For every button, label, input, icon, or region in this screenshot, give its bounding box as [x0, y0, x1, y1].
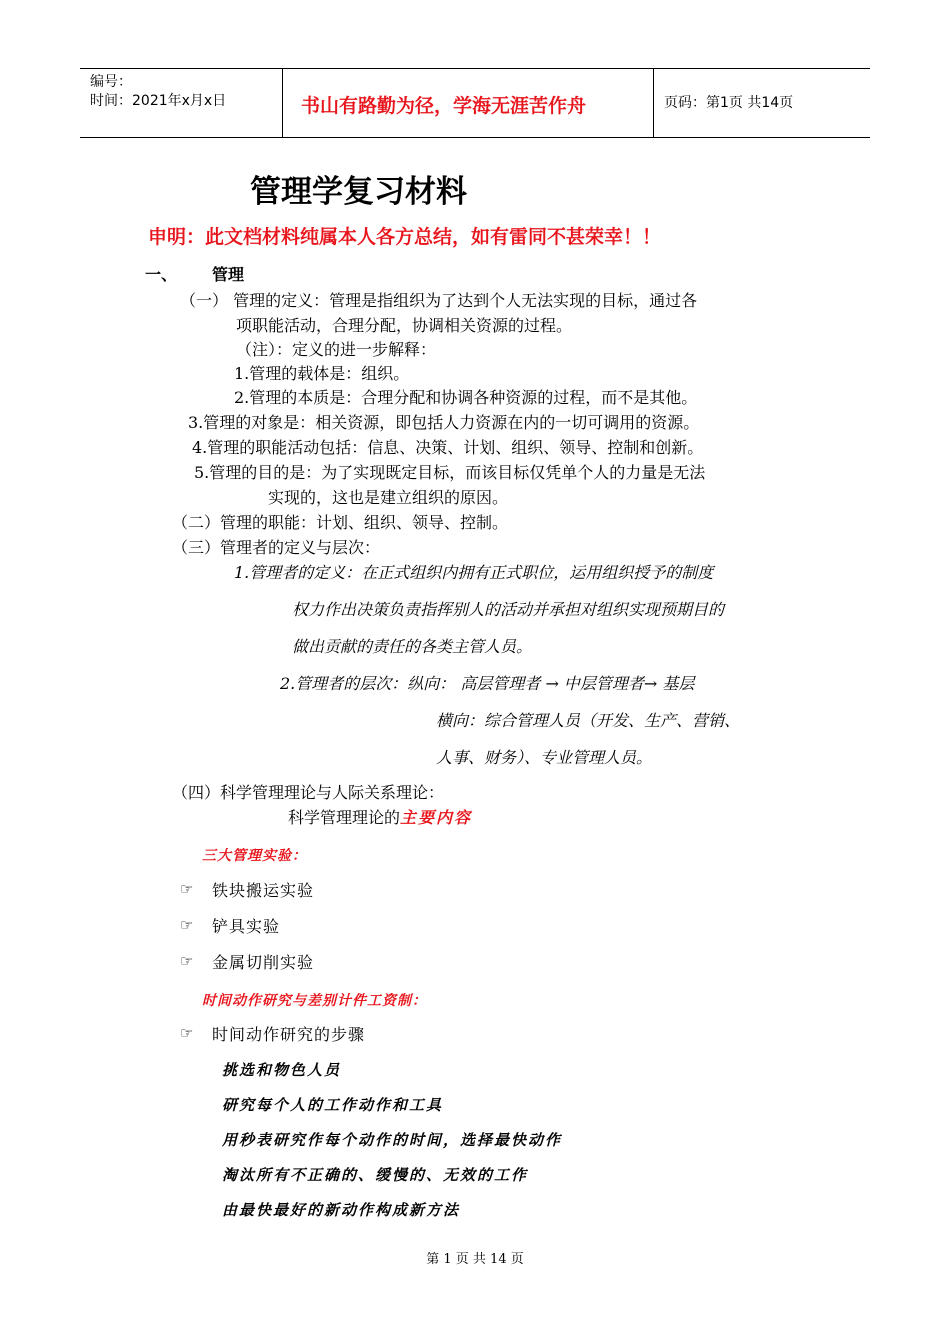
manager-levels-line-2: 横向：综合管理人员（开发、生产、营销、	[436, 711, 741, 730]
step-item: 由最快最好的新动作构成新方法	[222, 1201, 461, 1219]
experiment-item: 铁块搬运实验	[212, 881, 315, 900]
step-item: 淘汰所有不正确的、缓慢的、无效的工作	[222, 1166, 529, 1184]
header-page-cell	[654, 69, 870, 137]
header-meta-cell	[80, 69, 281, 137]
theory-main-line	[288, 805, 472, 828]
header-motto-cell	[282, 69, 654, 137]
pointing-hand-icon: ☞	[180, 1024, 194, 1042]
note-item-1: 1.管理的载体是：组织。	[234, 364, 410, 383]
pointing-hand-icon: ☞	[180, 916, 194, 934]
theory-heading: （四）科学管理理论与人际关系理论：	[172, 783, 445, 802]
note-item-3: 3.管理的对象是：相关资源，即包括人力资源在内的一切可调用的资源。	[188, 413, 700, 432]
pointing-hand-icon: ☞	[180, 880, 194, 898]
manager-heading: （三）管理者的定义与层次：	[172, 538, 381, 557]
manager-definition-line-2: 权力作出决策负责指挥别人的活动并承担对组织实现预期目的	[292, 600, 725, 619]
step-item: 挑选和物色人员	[222, 1061, 342, 1079]
motto: 书山有路勤为径，学海无涯苦作舟	[301, 95, 587, 117]
experiment-item: 金属切削实验	[212, 953, 315, 972]
page-footer: 第 1 页 共 14 页	[426, 1252, 524, 1267]
manager-definition-line-3: 做出贡献的责任的各类主管人员。	[292, 637, 533, 656]
experiment-item: 铲具实验	[212, 917, 281, 936]
header-table	[80, 68, 870, 138]
document-title: 管理学复习材料	[250, 174, 467, 210]
manager-levels-line-3: 人事、财务）、专业管理人员。	[436, 748, 653, 767]
pointing-hand-icon: ☞	[180, 952, 194, 970]
section-heading: 管理	[212, 265, 245, 284]
definition-line-1: （一） 管理的定义：管理是指组织为了达到个人无法实现的目标，通过各	[180, 291, 698, 310]
step-item: 研究每个人的工作动作和工具	[222, 1096, 444, 1114]
step-item: 用秒表研究作每个动作的时间，选择最快动作	[222, 1131, 563, 1149]
note-item-5-line-1: 5.管理的目的是：为了实现既定目标，而该目标仅凭单个人的力量是无法	[194, 463, 706, 482]
number-label: 编号：	[90, 74, 132, 90]
page-code: 页码：第1页 共14页	[664, 95, 794, 111]
note-item-4: 4.管理的职能活动包括：信息、决策、计划、组织、领导、控制和创新。	[192, 438, 704, 457]
experiments-heading: 三大管理实验：	[202, 848, 307, 864]
definition-line-2: 项职能活动，合理分配，协调相关资源的过程。	[236, 316, 573, 335]
time-study-heading: 时间动作研究与差别计件工资制：	[202, 993, 427, 1009]
statement: 申明：此文档材料纯属本人各方总结，如有雷同不甚荣幸！！	[148, 226, 662, 248]
manager-levels-line-1: 2.管理者的层次：纵向： 高层管理者 → 中层管理者→ 基层	[280, 674, 695, 693]
note-item-2: 2.管理的本质是：合理分配和协调各种资源的过程，而不是其他。	[234, 388, 698, 407]
time-study-step-label: 时间动作研究的步骤	[212, 1025, 366, 1044]
note-item-5-line-2: 实现的，这也是建立组织的原因。	[268, 488, 509, 507]
section-number: 一、	[145, 265, 178, 284]
manager-definition-line-1: 1.管理者的定义：在正式组织内拥有正式职位，运用组织授予的制度	[234, 563, 714, 582]
theory-main-prefix: 科学管理理论的	[288, 808, 401, 827]
time-label: 时间：2021年x月x日	[90, 93, 227, 109]
theory-main-highlight: 主要内容	[400, 808, 473, 827]
note-heading: （注）：定义的进一步解释：	[236, 340, 437, 359]
functions-line: （二）管理的职能：计划、组织、领导、控制。	[172, 513, 509, 532]
